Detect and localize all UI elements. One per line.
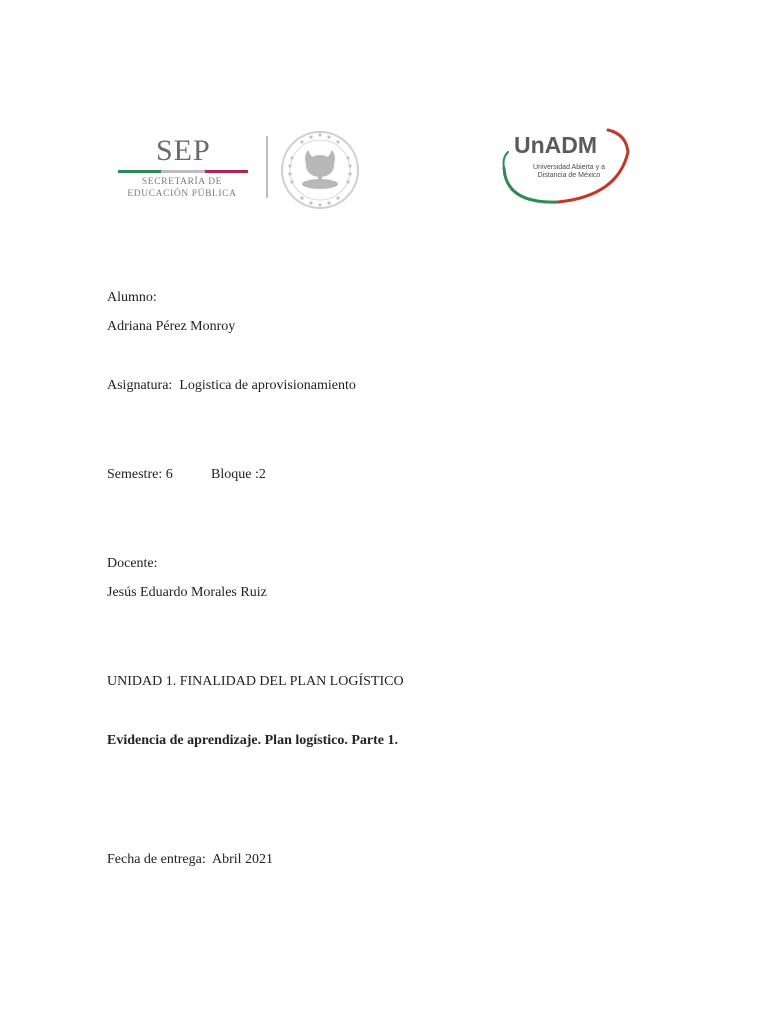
semestre-value: Semestre: 6 [107,467,173,482]
fecha-entrega: Fecha de entrega: Abril 2021 [107,852,274,867]
unadm-logo-word: UnADM [514,132,598,158]
seal-icon [278,128,362,212]
unadm-logo-subtitle [524,164,614,180]
alumno-label: Alumno: [107,290,157,305]
unadm-logo-line1: Universidad Abierta y a [533,164,605,171]
sep-logo-line2: EDUCACIÓN PÚBLICA [127,189,237,199]
bloque-value: Bloque :2 [211,467,266,482]
evidencia-title: Evidencia de aprendizaje. Plan logístico. Parte 1. [107,733,398,748]
unadm-logo-line2: Distancia de México [537,172,601,179]
sep-logo [112,132,252,212]
unidad-title: UNIDAD 1. FINALIDAD DEL PLAN LOGÍSTICO [107,674,404,689]
logo-divider [266,136,268,198]
unadm-logo [498,122,638,210]
sep-logo-stripe [118,170,248,173]
sep-logo-subtitle [112,176,252,200]
asignatura-line: Asignatura: Logistica de aprovisionamiento [107,378,356,393]
docente-name: Jesús Eduardo Morales Ruiz [107,585,267,600]
sep-logo-line1: SECRETARÍA DE [141,177,223,187]
alumno-name: Adriana Pérez Monroy [107,319,236,334]
sep-logo-word: SEP [156,134,211,167]
docente-label: Docente: [107,556,158,571]
